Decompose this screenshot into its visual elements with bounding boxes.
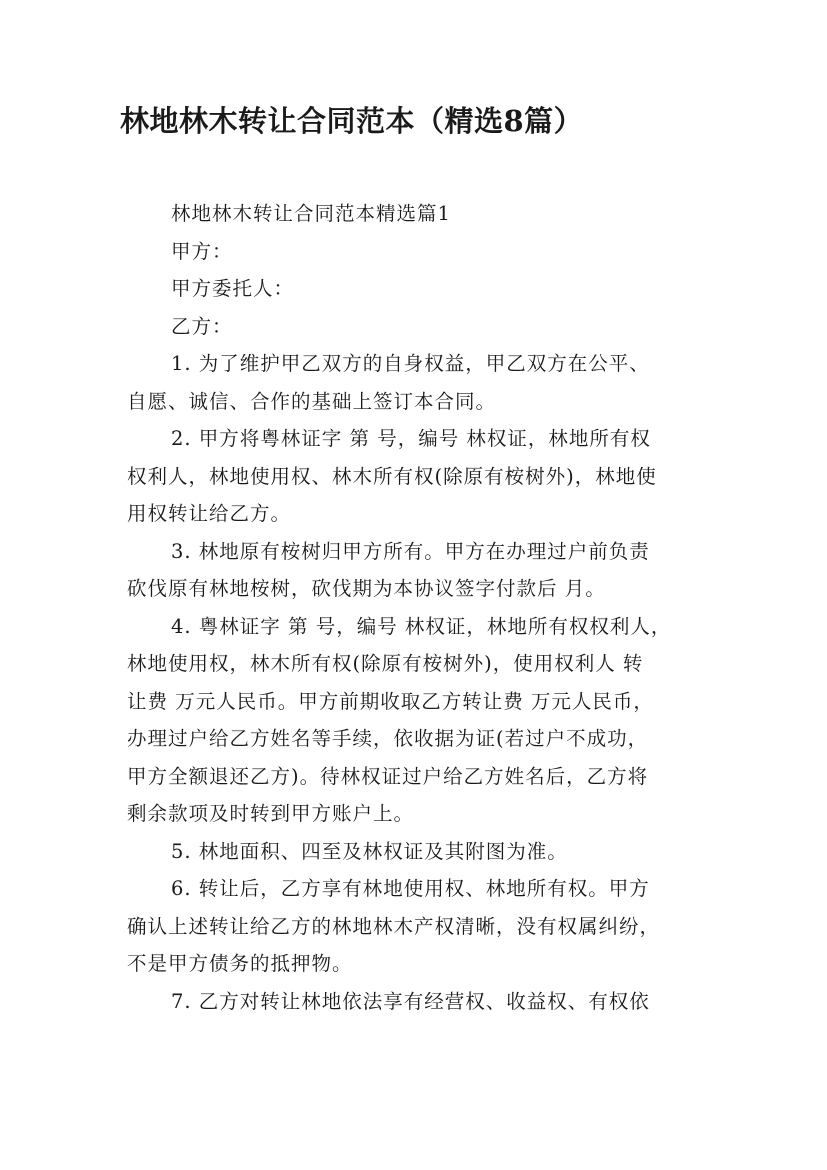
paragraph-line: 3. 林地原有桉树归甲方所有。甲方在办理过户前负责 [171,539,650,563]
paragraph-line: 甲方委托人： [171,277,295,300]
paragraph-line: 1. 为了维护甲乙双方的自身权益，甲乙双方在公平、 [171,352,650,375]
paragraph-line: 让费 万元人民币。甲方前期收取乙方转让费 万元人民币， [127,689,654,713]
paragraph-line: 林地林木转让合同范本精选篇1 [171,202,451,225]
paragraph-line: 乙方： [171,314,233,338]
paragraph-line: 4. 粤林证字 第 号，编号 林权证，林地所有权权利人， [171,614,672,638]
paragraph-line: 7. 乙方对转让林地依法享有经营权、收益权、有权依 [171,989,650,1013]
paragraph-line: 自愿、诚信、合作的基础上签订本合同。 [127,389,497,413]
paragraph-line: 不是甲方债务的抵押物。 [127,952,353,975]
paragraph-line: 6. 转让后，乙方享有林地使用权、林地所有权。甲方 [171,877,650,900]
paragraph-line: 5. 林地面积、四至及林权证及其附图为准。 [171,839,568,863]
paragraph-line: 剩余款项及时转到甲方账户上。 [127,802,415,825]
paragraph-line: 办理过户给乙方姓名等手续，依收据为证(若过户不成功， [127,727,649,750]
paragraph-line: 权利人，林地使用权、林木所有权(除原有桉树外)，林地使 [127,464,657,488]
paragraph-line: 用权转让给乙方。 [127,502,292,525]
paragraph-line: 2. 甲方将粤林证字 第 号，编号 林权证，林地所有权 [171,427,651,450]
paragraph-line: 确认上述转让给乙方的林地林木产权清晰，没有权属纠纷， [127,914,661,938]
paragraph-line: 砍伐原有林地桉树，砍伐期为本协议签字付款后 月。 [127,577,606,600]
paragraph-line: 甲方： [171,239,233,263]
paragraph-line: 甲方全额退还乙方)。待林权证过户给乙方姓名后，乙方将 [127,764,649,788]
paragraph-line: 林地使用权，林木所有权(除原有桉树外)，使用权利人 转 [127,652,644,675]
document-title: 林地林木转让合同范本（精选8篇） [120,104,584,138]
document-body [127,195,712,1020]
